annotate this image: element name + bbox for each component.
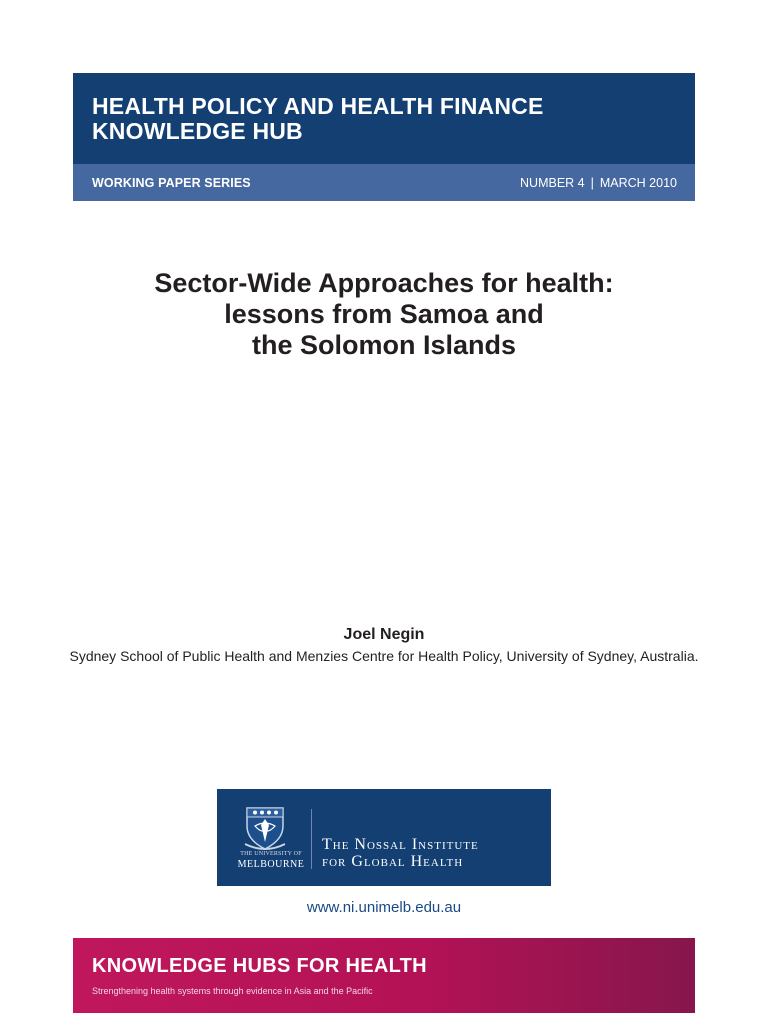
institute-url-link[interactable]: www.ni.unimelb.edu.au bbox=[306, 899, 462, 916]
series-bar bbox=[73, 164, 695, 201]
issue-date: MARCH 2010 bbox=[599, 175, 677, 190]
hub-title: HEALTH POLICY AND HEALTH FINANCE KNOWLEDGE HUB bbox=[92, 93, 544, 144]
knowledge-hubs-footer bbox=[73, 938, 695, 1013]
issue-number: NUMBER 4 bbox=[520, 175, 585, 190]
author-name: Joel Negin bbox=[343, 626, 425, 643]
university-name-small: THE UNIVERSITY OF bbox=[240, 851, 302, 857]
author-affiliation: Sydney School of Public Health and Menzies Centre for Health Policy, University of Sydney, Australia. bbox=[69, 648, 699, 664]
issue-info bbox=[520, 176, 677, 190]
nossal-institute-logo bbox=[217, 789, 551, 886]
footer-subtitle: Strengthening health systems through evidence in Asia and the Pacific bbox=[92, 986, 373, 996]
hub-banner bbox=[73, 73, 695, 164]
footer-title: KNOWLEDGE HUBS FOR HEALTH bbox=[92, 955, 427, 977]
institute-name: The Nossal Institute for Global Health bbox=[322, 836, 479, 870]
series-header bbox=[73, 73, 695, 201]
paper-title: Sector-Wide Approaches for health: lessons from Samoa and the Solomon Islands bbox=[154, 268, 614, 360]
logo-divider bbox=[311, 809, 312, 869]
issue-separator: | bbox=[590, 175, 594, 190]
university-crest-icon bbox=[243, 804, 287, 850]
university-name: MELBOURNE bbox=[237, 859, 305, 870]
series-label: WORKING PAPER SERIES bbox=[92, 175, 251, 190]
